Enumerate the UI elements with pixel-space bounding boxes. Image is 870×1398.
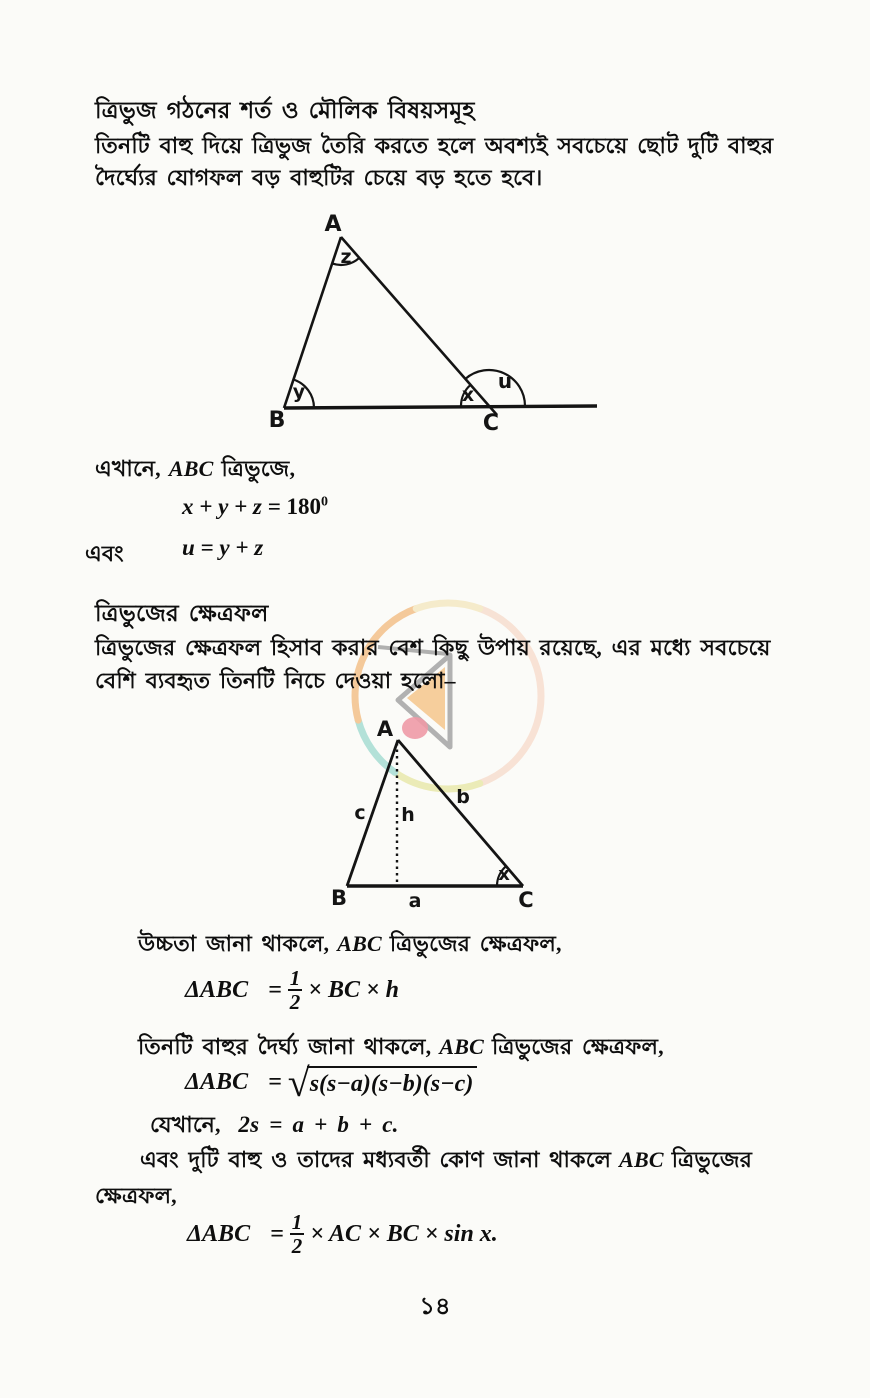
f1-lhs: ΔABC — [185, 977, 249, 1004]
intro-height-abc: ABC — [337, 931, 382, 956]
f3-lhs: ΔABC — [187, 1221, 251, 1248]
figure2-area-triangle — [300, 712, 570, 917]
intro-angle-line2: ক্ষেত্রফল, — [95, 1183, 177, 1208]
f3-rest: × AC × BC × sin x. — [310, 1221, 498, 1248]
ring-arc-paleyellow — [416, 603, 480, 609]
here-pre: এখানে, — [95, 456, 161, 481]
f1-rest: × BC × h — [308, 977, 399, 1004]
section2-heading: ত্রিভুজের ক্ষেত্রফল — [95, 601, 269, 626]
f3-denominator: 2 — [291, 1234, 303, 1259]
section1-line2: দৈর্ঘ্যের যোগফল বড় বাহুটির চেয়ে বড় হতে হবে। — [95, 165, 543, 190]
here-line — [95, 452, 295, 489]
figure2-height-h-label: h — [401, 804, 415, 826]
intro-angle-line1 — [140, 1143, 752, 1180]
and-word: এবং — [85, 541, 124, 566]
angle-sum-lhs: x + y + z = — [182, 494, 281, 519]
angle-sum-superscript: 0 — [320, 494, 328, 510]
f3-numerator: 1 — [291, 1210, 303, 1234]
figure2-vertex-a-label: A — [376, 717, 394, 741]
here-post: ত্রিভুজে, — [221, 456, 296, 481]
intro-sides-abc: ABC — [439, 1034, 484, 1059]
section2-line2: বেশি ব্যবহৃত তিনটি নিচে দেওয়া হলো– — [95, 668, 456, 693]
figure2-side-c-label: c — [354, 802, 366, 824]
f1-fraction — [288, 968, 303, 1014]
f3-equals: = — [270, 1221, 284, 1248]
intro-angle-pre: এবং দুটি বাহু ও তাদের মধ্যবর্তী কোণ জানা থাকলে — [140, 1147, 612, 1172]
figure1-baseline — [284, 406, 597, 408]
figure1-vertex-c-label: C — [482, 411, 500, 436]
f2-radicand: s(s−a)(s−b)(s−c) — [307, 1066, 478, 1098]
figure1-angle-z-label: z — [340, 246, 352, 268]
figure1-exterior-angle-triangle — [230, 205, 630, 440]
figure1-angle-y-label: y — [292, 381, 306, 403]
angle-sum-value: 180 — [286, 494, 321, 519]
where-pre: যেখানে, — [150, 1112, 221, 1137]
section1-line1: তিনটি বাহু দিয়ে ত্রিভুজ তৈরি করতে হলে অবশ্যই সবচেয়ে ছোট দুটি বাহুর — [95, 133, 774, 158]
figure2-side-b-label: b — [456, 786, 470, 808]
exterior-angle-equation: u = y + z — [182, 535, 264, 560]
figure2-vertex-b-label: B — [330, 886, 348, 910]
formula-herons — [185, 1060, 477, 1105]
section1-heading: ত্রিভুজ গঠনের শর্ত ও মৌলিক বিষয়সমূহ — [95, 98, 475, 123]
f2-radical — [287, 1060, 478, 1105]
radical-sign: √ — [287, 1060, 310, 1105]
intro-sides-post: ত্রিভুজের ক্ষেত্রফল, — [491, 1034, 664, 1059]
intro-height-line — [138, 927, 562, 964]
figure1-angle-x-label: x — [461, 384, 475, 406]
figure1-vertex-a-label: A — [324, 212, 342, 237]
f2-lhs: ΔABC — [185, 1068, 249, 1095]
f3-fraction — [290, 1212, 305, 1258]
intro-sides-pre: তিনটি বাহুর দৈর্ঘ্য জানা থাকলে, — [138, 1034, 432, 1059]
f1-equals: = — [268, 977, 282, 1004]
figure2-angle-x-label: x — [498, 864, 510, 885]
figure1-vertex-b-label: B — [268, 408, 286, 433]
intro-angle-abc: ABC — [619, 1147, 664, 1172]
figure2-vertex-c-label: C — [518, 888, 534, 912]
f1-denominator: 2 — [289, 990, 301, 1015]
formula-two-sides-sine — [187, 1212, 498, 1258]
f1-numerator: 1 — [289, 966, 301, 990]
page-number: ১৪ — [419, 1294, 451, 1320]
intro-height-post: ত্রিভুজের ক্ষেত্রফল, — [389, 931, 562, 956]
section2-line1: ত্রিভুজের ক্ষেত্রফল হিসাব করার বেশ কিছু উপায় রয়েছে, এর মধ্যে সবচেয়ে — [95, 635, 771, 660]
f2-equals: = — [268, 1068, 282, 1095]
here-abc: ABC — [168, 456, 214, 481]
angle-sum-equation — [182, 494, 328, 520]
intro-angle-post: ত্রিভুজের — [671, 1147, 753, 1172]
intro-height-pre: উচ্চতা জানা থাকলে, — [138, 931, 330, 956]
figure1-angle-u-label: u — [497, 369, 513, 393]
where-expr: 2s = a + b + c. — [238, 1112, 399, 1137]
where-line — [150, 1108, 399, 1145]
formula-half-base-height — [185, 968, 399, 1014]
figure2-side-a-label: a — [408, 890, 422, 912]
intro-sides-line — [138, 1030, 664, 1067]
